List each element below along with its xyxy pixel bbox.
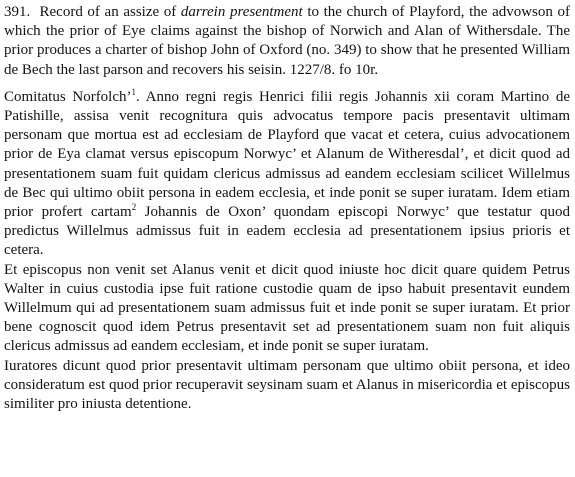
record-paragraph-3: Iuratores dicunt quod prior presentavit ultimam personam que ultimo obiit persona, et ideo consideratum est quod prior recuperavit seysinam suam et Alanus in misericordia et episcopus similiter pro iniusta detentione. (4, 357, 570, 413)
record-text-part-1: . Anno regni regis Henrici filii regis Johannis xii coram Martino de Patishille, assisa venit recognitura quis advocatus tempore pacis presentavit ultimam personam que mortua est ad ecclesiam de Playford que vacat et cetera, cuius advocationem prior de Eya clamat versus episcopum Norwyc’ et Alanum de Witheresdal’, et dicit quod ad presentationem suam fuit quidam clericus admissus ad eandem ecclesiam scilicet Willelmus de Bec qui ultimo obiit persona in eadem ecclesia, et inde ponit se super iuratam. Idem etiam prior profert cartam (4, 88, 570, 221)
summary-text-end: to the church of Playford, the advowson of which the prior of Eye claims against the bishop of Norwich and Alan of Withersdale. The prior produces a charter of bishop John of Oxford (no. 349) to show that he presented William de Bech the last parson and recovers his seisin. 1227/8. fo 10r. (4, 4, 571, 78)
footnote-marker-2: 2 (131, 202, 137, 213)
summary-italic-term: darrein presentment (180, 4, 303, 20)
record-paragraph-2: Et episcopus non venit set Alanus venit et dicit quod iniuste hoc dicit quare quidem Petrus Walter in cuius custodia ipse fuit ratione custodie quam de ipso habuit presentavit eundem Willelmum qui ad presentationem suam admissus fuit et inde ponit se super iuratam. Et prior bene cognoscit quod idem Petrus presentavit set ad presentationem suam non fuit aliquis clericus admissus ad eandem ecclesiam, et inde ponit se super iuratam. (4, 261, 570, 355)
entry-summary (4, 3, 570, 80)
record-paragraph-1 (4, 88, 570, 261)
summary-text-start: Record of an assize of (39, 4, 181, 20)
footnote-marker-1: 1 (131, 86, 137, 97)
record-text-part-2: Johannis de Oxon’ quondam episcopi Norwyc’ que testatur quod predictus Willelmus admissus fuit in eadem ecclesia ad presentationem ipsius prioris et cetera. (4, 204, 570, 259)
entry-number: 391. (4, 4, 31, 20)
document-page (4, 3, 570, 414)
record-county: Comitatus Norfolch’ (4, 88, 132, 105)
